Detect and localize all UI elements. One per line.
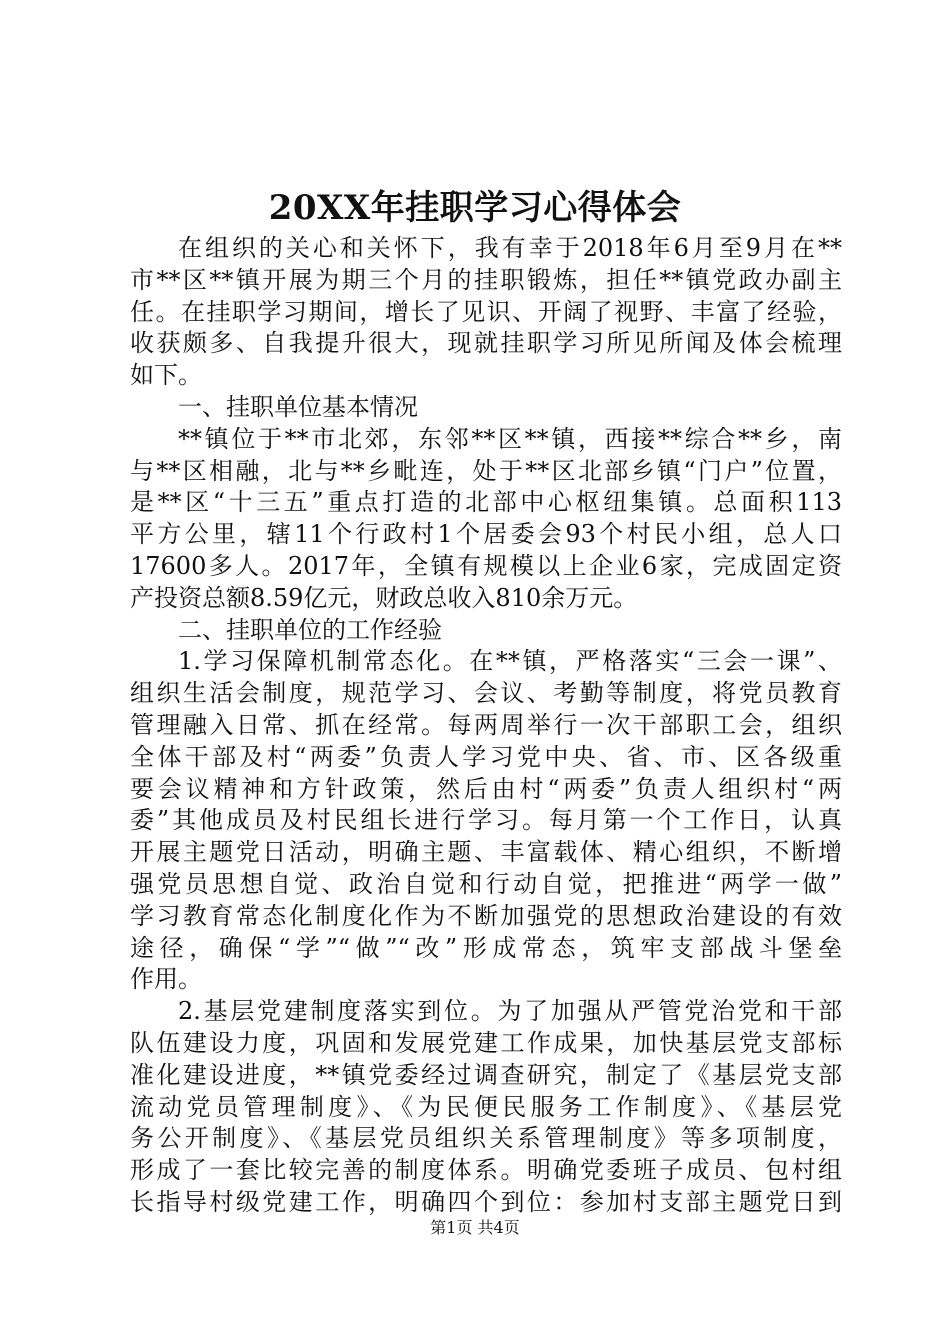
text-line: 在组织的关心和关怀下，我有幸于2018年6月至9月在** (178, 234, 842, 262)
text-line: 学习教育常态化制度化作为不断加强党的思想政治建设的有效 (130, 901, 842, 930)
text-line: 17600多人。2017年，全镇有规模以上企业6家，完成固定资 (130, 551, 842, 580)
text-line: 务公开制度》、《基层党员组织关系管理制度》等多项制度， (130, 1124, 842, 1153)
text-line: 强党员思想自觉、政治自觉和行动自觉，把推进“两学一做” (130, 869, 842, 898)
section-heading: 二、挂职单位的工作经验 (178, 615, 442, 644)
text-line: 管理融入日常、抓在经常。每两周举行一次干部职工会，组织 (130, 710, 842, 739)
text-line: 市**区**镇开展为期三个月的挂职锻炼，担任**镇党政办副主 (130, 265, 842, 294)
text-line: 要会议精神和方针政策，然后由村“两委”负责人组织村“两 (130, 774, 842, 803)
text-line: 途径，确保“学”“做”“改”形成常态，筑牢支部战斗堡垒 (130, 933, 842, 962)
text-line: 组织生活会制度，规范学习、会议、考勤等制度，将党员教育 (130, 679, 842, 708)
text-line: 长指导村级党建工作，明确四个到位：参加村支部主题党日到 (130, 1187, 842, 1216)
document-title: 20XX年挂职学习心得体会 (268, 188, 682, 228)
text-line: 是**区“十三五”重点打造的北部中心枢纽集镇。总面积113 (130, 488, 842, 517)
page-number-footer: 第1页 共4页 (430, 1218, 520, 1237)
text-line: 与**区相融，北与**乡毗连，处于**区北部乡镇“门户”位置， (130, 456, 842, 485)
text-line: 队伍建设力度，巩固和发展党建工作成果，加快基层党支部标 (130, 1028, 842, 1057)
text-line: 产投资总额8.59亿元，财政总收入810余万元。 (130, 583, 638, 612)
text-line: 如下。 (130, 361, 202, 390)
text-line: 形成了一套比较完善的制度体系。明确党委班子成员、包村组 (130, 1156, 842, 1185)
text-line: 委”其他成员及村民组长进行学习。每月第一个工作日，认真 (130, 806, 842, 835)
text-line: 开展主题党日活动，明确主题、丰富载体、精心组织，不断增 (130, 838, 842, 867)
text-line: 全体干部及村“两委”负责人学习党中央、省、市、区各级重 (130, 742, 842, 771)
text-line: 任。在挂职学习期间，增长了见识、开阔了视野、丰富了经验， (130, 297, 842, 326)
text-line: **镇位于**市北郊，东邻**区**镇，西接**综合**乡，南 (178, 424, 842, 453)
text-line: 流动党员管理制度》、《为民便民服务工作制度》、《基层党 (130, 1092, 842, 1121)
text-line: 2.基层党建制度落实到位。为了加强从严管党治党和干部 (178, 997, 842, 1026)
document-body (130, 233, 842, 1219)
section-heading: 一、挂职单位基本情况 (178, 392, 418, 421)
text-line: 1.学习保障机制常态化。在**镇，严格落实“三会一课”、 (178, 647, 842, 676)
text-line: 收获颇多、自我提升很大，现就挂职学习所见所闻及体会梳理 (130, 329, 842, 358)
text-line: 作用。 (130, 965, 202, 994)
text-line: 准化建设进度，**镇党委经过调查研究，制定了《基层党支部 (130, 1060, 842, 1089)
text-line: 平方公里，辖11个行政村1个居委会93个村民小组，总人口 (130, 520, 842, 549)
